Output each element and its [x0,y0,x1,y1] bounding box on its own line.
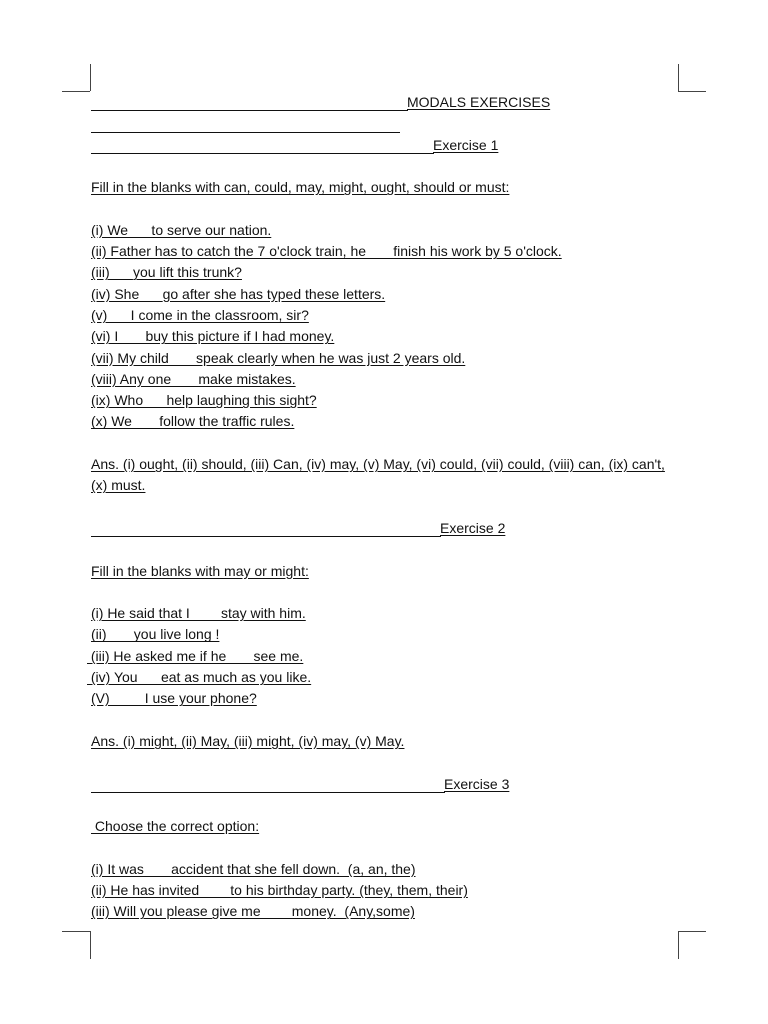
title-line [91,92,671,113]
exercise1-item: (v)___I come in the classroom, sir? [91,306,309,323]
crop-mark-top-left-h [62,91,90,92]
exercise2-item: (iv) You___eat as much as you like. [87,669,312,686]
exercise3-item: (iii) Will you please give me____money. (Any,some) [91,903,415,920]
exercise1-item: (ii) Father has to catch the 7 o'clock train, he___ finish his work by 5 o'clock. [91,243,562,260]
exercise2-heading-line [91,518,671,539]
crop-mark-bottom-left-v [90,931,91,959]
exercise1-item: (ix) Who___help laughing this sight? [91,392,317,409]
crop-mark-bottom-right-v [678,931,679,959]
crop-mark-bottom-left-h [62,931,90,932]
exercise3-instruction: Choose the correct option: [91,818,260,835]
exercise1-item: (x) We___ follow the traffic rules. [91,413,295,430]
exercise3-item: (i) It was___ accident that she fell down. (a, an, the) [91,860,416,877]
exercise1-item: (viii) Any one___ make mistakes. [91,370,296,387]
exercise2-item: (i) He said that I____stay with him. [91,605,306,622]
exercise1-item: (vii) My child___ speak clearly when he was just 2 years old. [91,349,466,366]
document-page [87,92,671,923]
exercise1-instruction: Fill in the blanks with can, could, may, might, ought, should or must: [91,179,510,196]
crop-mark-top-left-v [90,64,91,91]
exercise3-heading: Exercise 3 [444,775,510,792]
crop-mark-bottom-right-h [678,931,706,932]
exercise2-instruction: Fill in the blanks with may or might: [91,562,309,579]
crop-mark-top-right-v [678,64,679,91]
exercise1-heading: Exercise 1 [433,136,499,153]
crop-mark-top-right-h [678,91,706,92]
exercise1-answer: Ans. (i) ought, (ii) should, (iii) Can, (iv) may, (v) May, (vi) could, (vii) could, (viii) can, (ix) can't, (x) must. [91,456,665,494]
exercise2-answer: Ans. (i) might, (ii) May, (iii) might, (iv) may, (v) May. [91,732,405,749]
exercise2-item: (ii) ___you live long ! [91,626,220,643]
separator-line [91,113,671,134]
exercise3-item: (ii) He has invited____to his birthday party. (they, them, their) [91,881,468,898]
exercise1-item: (iii)___you lift this trunk? [91,264,242,281]
exercise2-item: (V)____ I use your phone? [91,690,257,707]
exercise1-item: (i) We___to serve our nation. [91,221,272,238]
exercise3-heading-line [91,774,671,795]
exercise2-item: (iii) He asked me if he___ see me. [87,647,304,664]
exercise2-heading: Exercise 2 [440,519,506,536]
document-title: MODALS EXERCISES [407,94,551,110]
exercise1-item: (iv) She___go after she has typed these letters. [91,285,386,302]
exercise1-item: (vi) I___ buy this picture if I had money. [91,328,335,345]
exercise1-heading-line [91,135,671,156]
